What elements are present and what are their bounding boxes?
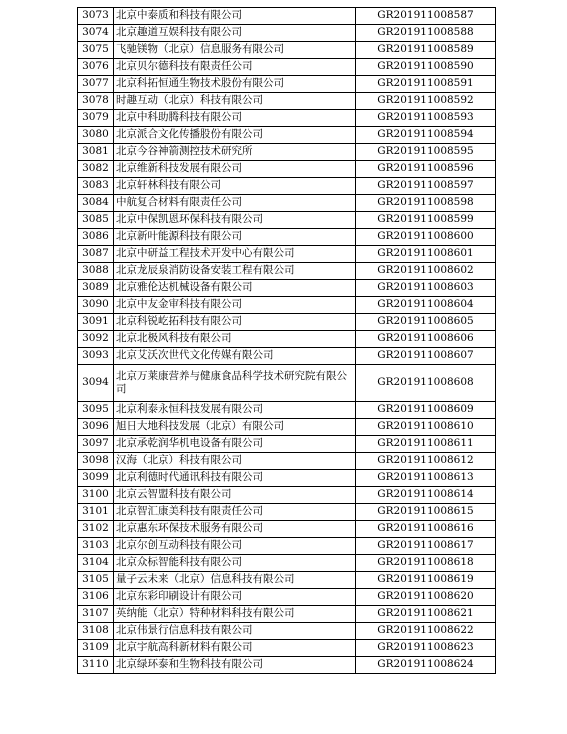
row-number-cell: 3095	[78, 402, 114, 419]
company-name-cell: 北京贝尔德科技有限责任公司	[114, 59, 356, 76]
row-number-cell: 3097	[78, 436, 114, 453]
table-row	[78, 59, 496, 76]
certificate-number-cell: GR201911008620	[356, 589, 496, 606]
row-number-cell: 3077	[78, 76, 114, 93]
company-name-cell: 北京维新科技发展有限公司	[114, 161, 356, 178]
row-number-cell: 3098	[78, 453, 114, 470]
company-name-cell: 中航复合材料有限责任公司	[114, 195, 356, 212]
certificate-number-cell: GR201911008595	[356, 144, 496, 161]
row-number-cell: 3078	[78, 93, 114, 110]
certificate-number-cell: GR201911008602	[356, 263, 496, 280]
company-name-cell: 北京承乾润华机电设备有限公司	[114, 436, 356, 453]
table-row	[78, 436, 496, 453]
company-name-cell: 北京趣道互娱科技有限公司	[114, 25, 356, 42]
certificate-number-cell: GR201911008593	[356, 110, 496, 127]
company-name-cell: 北京伟景行信息科技有限公司	[114, 623, 356, 640]
company-name-cell: 量子云未来（北京）信息科技有限公司	[114, 572, 356, 589]
certificate-number-cell: GR201911008597	[356, 178, 496, 195]
table-row	[78, 212, 496, 229]
row-number-cell: 3089	[78, 280, 114, 297]
company-name-cell: 北京中友金审科技有限公司	[114, 297, 356, 314]
table-row	[78, 348, 496, 365]
row-number-cell: 3074	[78, 25, 114, 42]
table-row	[78, 657, 496, 674]
table-row	[78, 263, 496, 280]
row-number-cell: 3102	[78, 521, 114, 538]
company-name-cell: 北京绿环泰和生物科技有限公司	[114, 657, 356, 674]
row-number-cell: 3088	[78, 263, 114, 280]
certificate-number-cell: GR201911008622	[356, 623, 496, 640]
certificate-number-cell: GR201911008613	[356, 470, 496, 487]
row-number-cell: 3091	[78, 314, 114, 331]
table-row	[78, 110, 496, 127]
certificate-number-cell: GR201911008607	[356, 348, 496, 365]
table-row	[78, 470, 496, 487]
row-number-cell: 3082	[78, 161, 114, 178]
company-name-cell: 北京智汇康美科技有限责任公司	[114, 504, 356, 521]
table-row	[78, 453, 496, 470]
table-row	[78, 25, 496, 42]
certificate-number-cell: GR201911008604	[356, 297, 496, 314]
certificate-number-cell: GR201911008588	[356, 25, 496, 42]
certificate-number-cell: GR201911008601	[356, 246, 496, 263]
row-number-cell: 3093	[78, 348, 114, 365]
company-name-cell: 北京中科助腾科技有限公司	[114, 110, 356, 127]
certificate-number-cell: GR201911008616	[356, 521, 496, 538]
company-name-cell: 北京宇航高科新材料有限公司	[114, 640, 356, 657]
table-row	[78, 246, 496, 263]
certificate-number-cell: GR201911008605	[356, 314, 496, 331]
table-body	[78, 8, 496, 674]
row-number-cell: 3084	[78, 195, 114, 212]
table-row	[78, 504, 496, 521]
table-row	[78, 419, 496, 436]
table-row	[78, 538, 496, 555]
certificate-number-cell: GR201911008621	[356, 606, 496, 623]
company-name-cell: 北京北极风科技有限公司	[114, 331, 356, 348]
certificate-number-cell: GR201911008600	[356, 229, 496, 246]
company-name-cell: 北京万莱康营养与健康食品科学技术研究院有限公司	[114, 365, 356, 402]
company-name-cell: 北京中研益工程技术开发中心有限公司	[114, 246, 356, 263]
table-row	[78, 42, 496, 59]
company-name-cell: 北京利德时代通讯科技有限公司	[114, 470, 356, 487]
row-number-cell: 3103	[78, 538, 114, 555]
table-row	[78, 521, 496, 538]
company-name-cell: 北京惠东环保技术服务有限公司	[114, 521, 356, 538]
row-number-cell: 3083	[78, 178, 114, 195]
table-row	[78, 331, 496, 348]
company-name-cell: 北京龙辰泉消防设备安装工程有限公司	[114, 263, 356, 280]
table-row	[78, 8, 496, 25]
row-number-cell: 3080	[78, 127, 114, 144]
table-row	[78, 640, 496, 657]
table-row	[78, 487, 496, 504]
company-name-cell: 英纳能（北京）特种材料科技有限公司	[114, 606, 356, 623]
company-name-cell: 汉海（北京）科技有限公司	[114, 453, 356, 470]
company-name-cell: 北京今谷神箭测控技术研究所	[114, 144, 356, 161]
row-number-cell: 3109	[78, 640, 114, 657]
certificate-number-cell: GR201911008615	[356, 504, 496, 521]
row-number-cell: 3104	[78, 555, 114, 572]
table-row	[78, 623, 496, 640]
row-number-cell: 3110	[78, 657, 114, 674]
table-row	[78, 572, 496, 589]
table-row	[78, 606, 496, 623]
company-name-cell: 北京利泰永恒科技发展有限公司	[114, 402, 356, 419]
company-name-cell: 北京轩林科技有限公司	[114, 178, 356, 195]
table-row	[78, 555, 496, 572]
certificate-number-cell: GR201911008617	[356, 538, 496, 555]
certificate-number-cell: GR201911008609	[356, 402, 496, 419]
company-name-cell: 北京派合文化传播股份有限公司	[114, 127, 356, 144]
company-name-cell: 北京科拓恒通生物技术股份有限公司	[114, 76, 356, 93]
certificate-number-cell: GR201911008606	[356, 331, 496, 348]
table-row	[78, 365, 496, 402]
company-name-cell: 北京雅伦达机械设备有限公司	[114, 280, 356, 297]
row-number-cell: 3087	[78, 246, 114, 263]
row-number-cell: 3108	[78, 623, 114, 640]
table-row	[78, 127, 496, 144]
certificate-number-cell: GR201911008587	[356, 8, 496, 25]
company-name-cell: 北京云智盟科技有限公司	[114, 487, 356, 504]
company-name-cell: 北京众标智能科技有限公司	[114, 555, 356, 572]
certificate-number-cell: GR201911008624	[356, 657, 496, 674]
row-number-cell: 3100	[78, 487, 114, 504]
certificate-number-cell: GR201911008590	[356, 59, 496, 76]
table-row	[78, 314, 496, 331]
row-number-cell: 3094	[78, 365, 114, 402]
table-row	[78, 402, 496, 419]
row-number-cell: 3106	[78, 589, 114, 606]
row-number-cell: 3086	[78, 229, 114, 246]
certificate-number-cell: GR201911008598	[356, 195, 496, 212]
certificate-number-cell: GR201911008596	[356, 161, 496, 178]
certificate-number-cell: GR201911008614	[356, 487, 496, 504]
certificate-number-cell: GR201911008599	[356, 212, 496, 229]
certificate-number-cell: GR201911008603	[356, 280, 496, 297]
certificate-number-cell: GR201911008610	[356, 419, 496, 436]
company-name-cell: 北京东彩印刷设计有限公司	[114, 589, 356, 606]
row-number-cell: 3079	[78, 110, 114, 127]
company-name-cell: 飞驰镁物（北京）信息服务有限公司	[114, 42, 356, 59]
company-name-cell: 北京尔创互动科技有限公司	[114, 538, 356, 555]
row-number-cell: 3099	[78, 470, 114, 487]
certificate-table	[77, 7, 496, 674]
company-name-cell: 北京艾沃次世代文化传媒有限公司	[114, 348, 356, 365]
row-number-cell: 3081	[78, 144, 114, 161]
row-number-cell: 3096	[78, 419, 114, 436]
row-number-cell: 3107	[78, 606, 114, 623]
row-number-cell: 3101	[78, 504, 114, 521]
table-row	[78, 93, 496, 110]
row-number-cell: 3105	[78, 572, 114, 589]
row-number-cell: 3073	[78, 8, 114, 25]
table-row	[78, 229, 496, 246]
company-name-cell: 北京中泰质和科技有限公司	[114, 8, 356, 25]
company-name-cell: 旭日大地科技发展（北京）有限公司	[114, 419, 356, 436]
table-row	[78, 297, 496, 314]
certificate-number-cell: GR201911008612	[356, 453, 496, 470]
certificate-number-cell: GR201911008611	[356, 436, 496, 453]
company-name-cell: 北京中保凯恩环保科技有限公司	[114, 212, 356, 229]
row-number-cell: 3090	[78, 297, 114, 314]
table-row	[78, 280, 496, 297]
table-row	[78, 589, 496, 606]
certificate-number-cell: GR201911008619	[356, 572, 496, 589]
certificate-number-cell: GR201911008589	[356, 42, 496, 59]
company-name-cell: 时趣互动（北京）科技有限公司	[114, 93, 356, 110]
table-row	[78, 178, 496, 195]
row-number-cell: 3085	[78, 212, 114, 229]
certificate-number-cell: GR201911008618	[356, 555, 496, 572]
row-number-cell: 3092	[78, 331, 114, 348]
company-name-cell: 北京新叶能源科技有限公司	[114, 229, 356, 246]
certificate-number-cell: GR201911008594	[356, 127, 496, 144]
company-name-cell: 北京科锐屹拓科技有限公司	[114, 314, 356, 331]
table-row	[78, 195, 496, 212]
certificate-number-cell: GR201911008591	[356, 76, 496, 93]
table-row	[78, 161, 496, 178]
certificate-number-cell: GR201911008608	[356, 365, 496, 402]
table-row	[78, 144, 496, 161]
table-row	[78, 76, 496, 93]
certificate-number-cell: GR201911008623	[356, 640, 496, 657]
row-number-cell: 3076	[78, 59, 114, 76]
certificate-number-cell: GR201911008592	[356, 93, 496, 110]
row-number-cell: 3075	[78, 42, 114, 59]
